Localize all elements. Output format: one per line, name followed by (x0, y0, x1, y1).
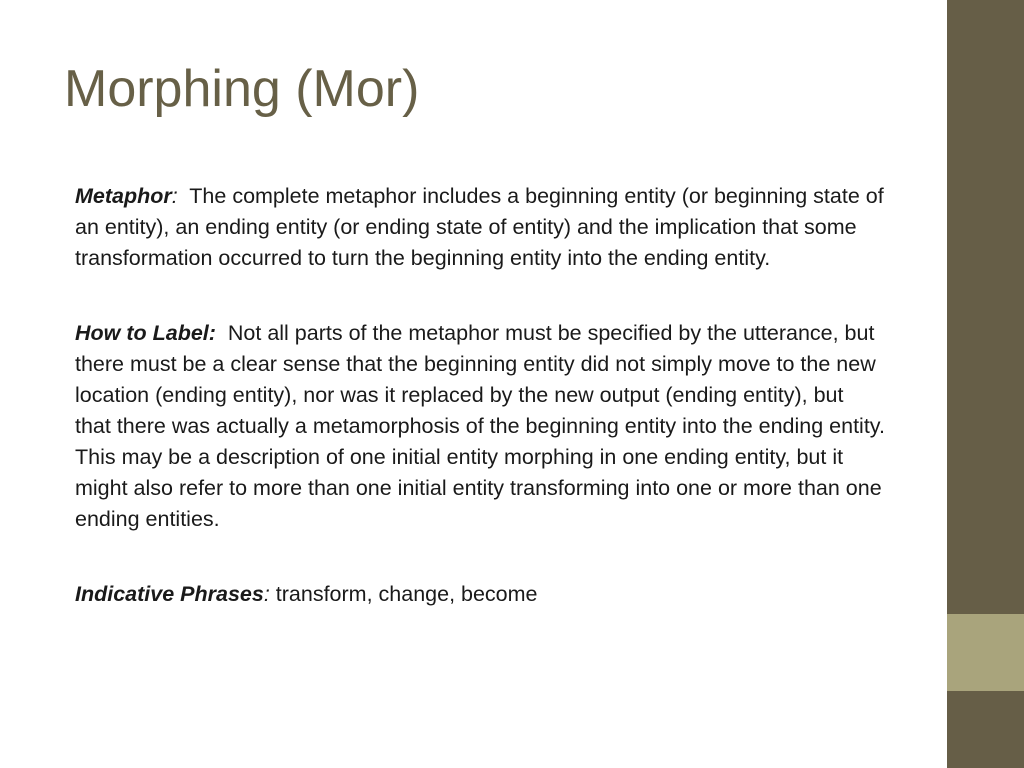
slide-title: Morphing (Mor) (64, 60, 420, 118)
paragraph-text: transform, change, become (269, 582, 538, 606)
paragraph-label: How to Label: (75, 321, 216, 345)
label-separator: : (263, 582, 270, 606)
paragraph-indicative-phrases (75, 579, 885, 610)
paragraph-label: Metaphor (75, 184, 172, 208)
slide-body (75, 181, 897, 610)
paragraph-text: Not all parts of the metaphor must be specified by the utterance, but there must be a clear sense that the beginning entity did not simply move to the new location (ending entity), nor was it replaced by the new output (ending entity), but that there was actually a metamorphosis of the beginning entity into the ending entity. This may be a description of one initial entity morphing in one ending entity, but it might also refer to more than one initial entity transforming into one or more than one ending entities. (75, 321, 897, 531)
label-separator: : (171, 184, 178, 208)
paragraph-label: Indicative Phrases (75, 582, 264, 606)
paragraph-how-to-label (75, 318, 897, 535)
paragraph-metaphor (75, 181, 890, 274)
sidebar-accent-block (947, 614, 1024, 691)
paragraph-text: The complete metaphor includes a beginning entity (or beginning state of an entity), an ending entity (or ending state of entity) and the implication that some transformation occurred to turn the beginning entity into the ending entity. (75, 184, 890, 270)
